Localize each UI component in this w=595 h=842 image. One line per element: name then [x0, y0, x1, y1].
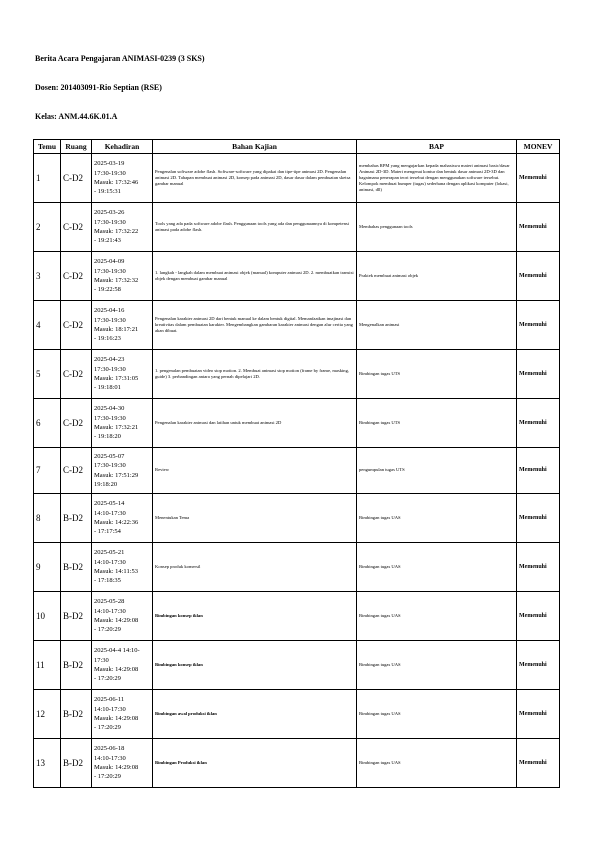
attendance-line: Masuk: 14:29:08: [94, 666, 139, 673]
table-row: [34, 301, 560, 350]
attendance-line: 2025-06-18: [94, 745, 125, 753]
meeting-number: 9: [34, 543, 61, 592]
bap-notes: Praktek membuat animasi objek: [357, 252, 517, 301]
room-code: C-D2: [61, 154, 92, 203]
material-description: Pengenalan karakter animasi dan latihan untuk membuat animasi 2D: [153, 399, 357, 448]
attendance-line: - 17:20:29: [94, 724, 121, 732]
attendance-line: Masuk: 17:32:46: [94, 179, 139, 186]
attendance-cell: [92, 543, 153, 592]
attendance-line: 2025-05-28: [94, 598, 125, 606]
attendance-line: 17:30-19:30: [94, 462, 126, 470]
meeting-number: 11: [34, 641, 61, 690]
room-code: B-D2: [61, 690, 92, 739]
material-description: Bimbingan konsep iklan: [153, 592, 357, 641]
attendance-cell: [92, 252, 153, 301]
table-row: [34, 203, 560, 252]
room-code: B-D2: [61, 543, 92, 592]
table-row: [34, 690, 560, 739]
attendance-line: - 19:18:20: [94, 433, 121, 441]
attendance-cell: [92, 203, 153, 252]
attendance-line: 2025-03-19: [94, 160, 125, 168]
attendance-cell: [92, 641, 153, 690]
attendance-line: 2025-04-09: [94, 258, 125, 266]
attendance-line: 19:18:20: [94, 480, 118, 488]
bap-notes: Mengenalkan animasi: [357, 301, 517, 350]
attendance-line: 17:30-19:30: [94, 267, 126, 275]
attendance-line: 2025-04-16: [94, 307, 125, 315]
meeting-number: 2: [34, 203, 61, 252]
material-description: Menentukan Tema: [153, 494, 357, 543]
attendance-line: - 19:18:01: [94, 384, 121, 392]
meeting-number: 1: [34, 154, 61, 203]
meeting-number: 8: [34, 494, 61, 543]
meeting-number: 6: [34, 399, 61, 448]
class-info: Kelas: ANM.44.6K.01.A: [35, 112, 118, 121]
monev-status: Memenuhi: [517, 448, 560, 494]
table-row: [34, 154, 560, 203]
attendance-line: 2025-06-11: [94, 696, 125, 704]
attendance-cell: [92, 592, 153, 641]
attendance-line: Masuk: 17:32:32: [94, 277, 139, 284]
bap-notes: pengumpulan tugas UTS: [357, 448, 517, 494]
meeting-number: 7: [34, 448, 61, 494]
bap-notes: Bimbingan tugas UTS: [357, 399, 517, 448]
bap-notes: membahas RPM yang mengajarkan kepada mahasiswa materi animasi basic/dasar Animasi 2D-3D. Materi mengenai kontur dan bentuk dasar animasi 2D-3D dan bagaimana penerapan teori tersebut dengan menggunakan software tersebut. Kelompok membuat bumper (tugas) sederhana dengan aplikasi komputer (lokasi, animasi, dll): [357, 154, 517, 203]
table-header-row: [34, 140, 560, 154]
attendance-line: Masuk: 17:51:29: [94, 471, 139, 479]
monev-status: Memenuhi: [517, 154, 560, 203]
table-row: [34, 739, 560, 788]
col-header-ruang: Ruang: [61, 140, 92, 154]
bap-notes: Bimbingan tugas UAS: [357, 739, 517, 788]
attendance-line: Masuk: 17:32:22: [94, 228, 139, 235]
attendance-line: - 17:20:29: [94, 773, 121, 781]
table-row: [34, 494, 560, 543]
bap-notes: Bimbingan tugas UAS: [357, 690, 517, 739]
material-description: Pengenalan karakter animasi 2D dari bentuk manual ke dalam bentuk digital. Memanfaatkan imajinasi dan kreativitas dalam pembuatan karakter. Mengembangkan gambaran karakter animasi dengan alur cerita yang akan dibuat.: [153, 301, 357, 350]
attendance-line: 14:10-17:30: [94, 705, 126, 713]
material-description: Tools yang ada pada software adobe flash. Penggunaan tools yang ada dan penggunaannya di kompetensi animasi pada adobe flash.: [153, 203, 357, 252]
meeting-number: 4: [34, 301, 61, 350]
col-header-kehadiran: Kehadiran: [92, 140, 153, 154]
attendance-line: Masuk: 17:31:05: [94, 375, 139, 382]
attendance-line: - 19:21:43: [94, 237, 121, 245]
attendance-line: 2025-03-26: [94, 209, 125, 217]
monev-status: Memenuhi: [517, 350, 560, 399]
attendance-line: 2025-04-4 14:10-: [94, 647, 140, 655]
bap-notes: Bimbingan tugas UAS: [357, 641, 517, 690]
attendance-cell: [92, 448, 153, 494]
table-row: [34, 641, 560, 690]
attendance-line: Masuk: 17:32:21: [94, 424, 139, 431]
monev-status: Memenuhi: [517, 399, 560, 448]
attendance-cell: [92, 154, 153, 203]
room-code: C-D2: [61, 301, 92, 350]
meeting-number: 5: [34, 350, 61, 399]
attendance-line: 17:30-19:30: [94, 316, 126, 324]
attendance-line: - 19:16:23: [94, 335, 121, 343]
attendance-line: - 17:17:54: [94, 528, 121, 536]
material-description: 1. pengenalan pembuatan video stop motion. 2. Membuat animasi stop motion (frame by frame, masking, guide) 3. perbandingan antara yang pernah dipelajari 2D.: [153, 350, 357, 399]
monev-status: Memenuhi: [517, 641, 560, 690]
meeting-number: 13: [34, 739, 61, 788]
bap-notes: Bimbingan tugas UAS: [357, 543, 517, 592]
monev-status: Memenuhi: [517, 494, 560, 543]
monev-status: Memenuhi: [517, 252, 560, 301]
lecturer-info: Dosen: 201403091-Rio Septian (RSE): [35, 83, 162, 92]
attendance-line: 17:30-19:30: [94, 218, 126, 226]
attendance-cell: [92, 739, 153, 788]
monev-status: Memenuhi: [517, 203, 560, 252]
attendance-line: - 17:20:29: [94, 675, 121, 683]
table-row: [34, 252, 560, 301]
meeting-number: 3: [34, 252, 61, 301]
bap-notes: Bimbingan tugas UAS: [357, 592, 517, 641]
attendance-cell: [92, 494, 153, 543]
attendance-line: - 19:22:58: [94, 286, 121, 294]
attendance-line: 17:30-19:30: [94, 169, 126, 177]
table-row: [34, 350, 560, 399]
meeting-number: 12: [34, 690, 61, 739]
attendance-line: 2025-05-14: [94, 500, 125, 508]
table-row: [34, 399, 560, 448]
bap-notes: Membahas penggunaan tools: [357, 203, 517, 252]
attendance-line: 14:10-17:30: [94, 509, 126, 517]
room-code: C-D2: [61, 350, 92, 399]
attendance-line: Masuk: 14:22:36: [94, 519, 139, 526]
attendance-line: Masuk: 14:11:53: [94, 568, 138, 575]
material-description: Bimbingan konsep iklan: [153, 641, 357, 690]
attendance-line: 17:30-19:30: [94, 414, 126, 422]
meeting-number: 10: [34, 592, 61, 641]
attendance-cell: [92, 399, 153, 448]
table-row: [34, 592, 560, 641]
room-code: C-D2: [61, 399, 92, 448]
material-description: Bimbingan Produksi iklan: [153, 739, 357, 788]
monev-status: Memenuhi: [517, 592, 560, 641]
monev-status: Memenuhi: [517, 690, 560, 739]
table-row: [34, 448, 560, 494]
attendance-line: - 17:20:29: [94, 626, 121, 634]
course-title: Berita Acara Pengajaran ANIMASI-0239 (3 SKS): [35, 54, 205, 63]
attendance-line: - 19:15:31: [94, 188, 121, 196]
room-code: B-D2: [61, 739, 92, 788]
room-code: C-D2: [61, 448, 92, 494]
attendance-cell: [92, 350, 153, 399]
room-code: C-D2: [61, 252, 92, 301]
material-description: Konsep produk komersil: [153, 543, 357, 592]
attendance-line: Masuk: 18:17:21: [94, 326, 139, 333]
attendance-line: 2025-05-21: [94, 549, 125, 557]
table-row: [34, 543, 560, 592]
monev-status: Memenuhi: [517, 301, 560, 350]
attendance-line: 17:30-19:30: [94, 365, 126, 373]
attendance-line: 14:10-17:30: [94, 754, 126, 762]
lecture-log-table: [33, 139, 560, 788]
col-header-monev: MONEV: [517, 140, 560, 154]
attendance-line: Masuk: 14:29:08: [94, 764, 139, 771]
attendance-line: 17:30: [94, 656, 109, 664]
room-code: B-D2: [61, 641, 92, 690]
attendance-line: 14:10-17:30: [94, 558, 126, 566]
monev-status: Memenuhi: [517, 543, 560, 592]
attendance-line: Masuk: 14:29:08: [94, 617, 139, 624]
attendance-line: Masuk: 14:29:08: [94, 715, 139, 722]
monev-status: Memenuhi: [517, 739, 560, 788]
material-description: 1. langkah - langkah dalam membuat animasi objek (manual) komputer animasi 2D. 2. membuatkan transisi objek dengan membuat gambar manual: [153, 252, 357, 301]
attendance-line: 2025-04-23: [94, 356, 125, 364]
attendance-cell: [92, 690, 153, 739]
bap-notes: Bimbingan tugas UTS: [357, 350, 517, 399]
material-description: Review: [153, 448, 357, 494]
material-description: Pengenalan software adobe flash. Software-software yang dipakai dan tipe-tipe animasi 2D. Pengenalan animasi 2D. Tahapan membuat animasi 2D, konsep pada animasi 2D, dasar dasar dalam pembuatan sketsa gambar manual: [153, 154, 357, 203]
attendance-line: - 17:18:35: [94, 577, 121, 585]
col-header-bap: BAP: [357, 140, 517, 154]
attendance-line: 2025-05-07: [94, 452, 125, 460]
attendance-line: 2025-04-30: [94, 405, 125, 413]
attendance-line: 14:10-17:30: [94, 607, 126, 615]
room-code: C-D2: [61, 203, 92, 252]
bap-notes: Bimbingan tugas UAS: [357, 494, 517, 543]
material-description: Bimbingan awal produksi iklan: [153, 690, 357, 739]
room-code: B-D2: [61, 592, 92, 641]
room-code: B-D2: [61, 494, 92, 543]
col-header-temu: Temu: [34, 140, 61, 154]
col-header-bahan-kajian: Bahan Kajian: [153, 140, 357, 154]
attendance-cell: [92, 301, 153, 350]
